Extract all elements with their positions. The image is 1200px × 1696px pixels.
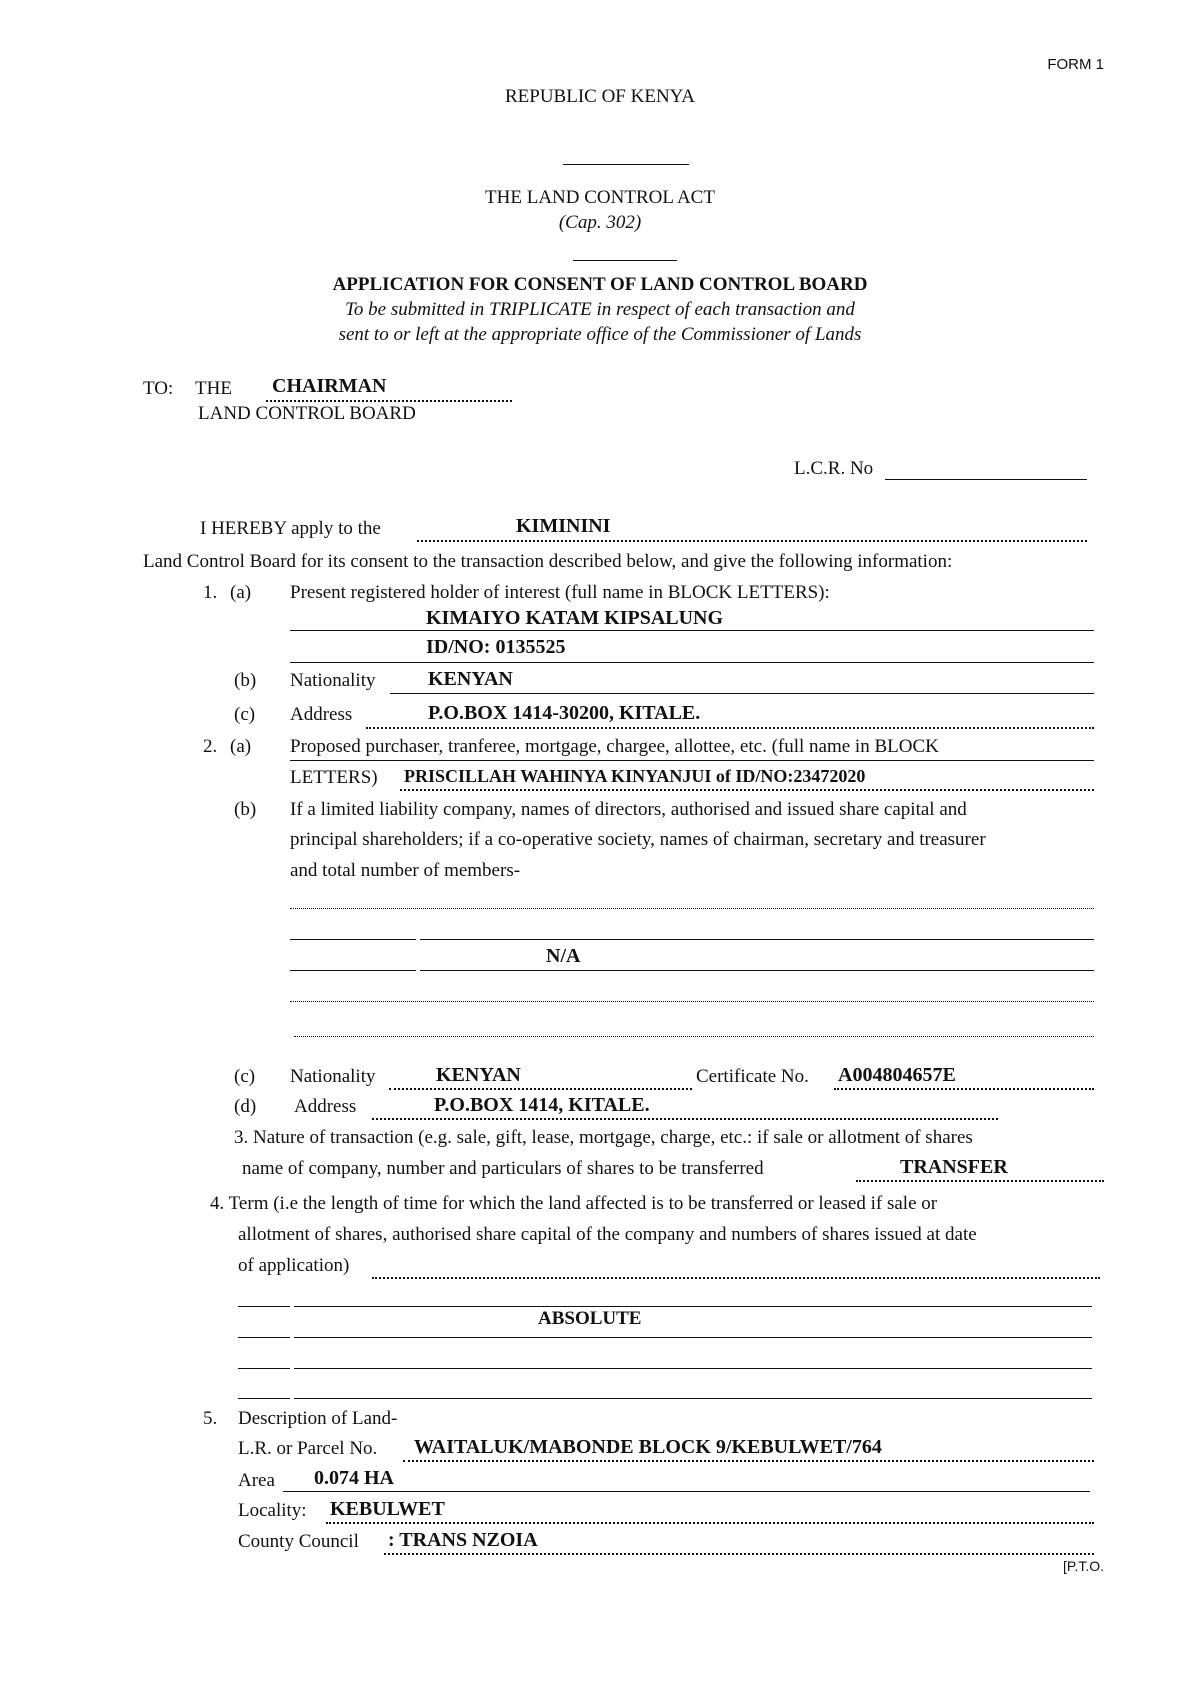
- form-number: FORM 1: [1047, 56, 1104, 73]
- q2a-text-2: LETTERS): [290, 767, 378, 788]
- q2b-marker: (b): [234, 799, 257, 820]
- to-label: TO:: [143, 378, 174, 399]
- board-name-value: KIMININI: [516, 515, 611, 537]
- q3-text-2: name of company, number and particulars of shares to be transferred: [242, 1158, 764, 1179]
- act-heading: THE LAND CONTROL ACT: [485, 187, 715, 208]
- transaction-value: TRANSFER: [900, 1156, 1008, 1178]
- cap-heading: (Cap. 302): [558, 212, 642, 233]
- purchaser-nationality-label: Nationality: [290, 1066, 376, 1087]
- fill-line: [384, 1553, 1094, 1555]
- fill-line: [290, 970, 416, 971]
- lr-label: L.R. or Parcel No.: [238, 1438, 378, 1459]
- q2b-text-1: If a limited liability company, names of directors, authorised and issued share capital and: [290, 799, 967, 820]
- lr-value: WAITALUK/MABONDE BLOCK 9/KEBULWET/764: [414, 1436, 882, 1458]
- purchaser-nationality-value: KENYAN: [436, 1064, 521, 1086]
- apply-line-2: Land Control Board for its consent to the transaction described below, and give the following information:: [143, 551, 953, 572]
- q2c-marker: (c): [234, 1066, 256, 1087]
- fill-line: [856, 1180, 1104, 1182]
- fill-line: [290, 908, 1094, 909]
- pto-note: [P.T.O.: [1063, 1558, 1104, 1574]
- q2d-marker: (d): [234, 1096, 257, 1117]
- q2a-marker: (a): [230, 736, 252, 757]
- q4-text-1: 4. Term (i.e the length of time for which the land affected is to be transferred or leased if sale or: [210, 1193, 938, 1214]
- company-details-value: N/A: [546, 945, 581, 967]
- fill-line: [372, 1277, 1100, 1279]
- fill-line: [389, 1088, 692, 1090]
- q1-number: 1.: [203, 582, 218, 603]
- q1a-text: Present registered holder of interest (full name in BLOCK LETTERS):: [290, 582, 830, 603]
- fill-line: [266, 400, 512, 402]
- q2a-text-1: Proposed purchaser, tranferee, mortgage, chargee, allottee, etc. (full name in BLOCK: [290, 736, 939, 757]
- fill-line: [283, 1491, 1090, 1492]
- holder-nationality-value: KENYAN: [428, 668, 513, 690]
- fill-line: [420, 970, 1094, 971]
- fill-line: [400, 789, 1094, 791]
- certificate-label: Certificate No.: [696, 1066, 809, 1087]
- q2b-text-3: and total number of members-: [290, 860, 521, 881]
- term-value: ABSOLUTE: [538, 1308, 642, 1329]
- fill-line: [366, 727, 1094, 729]
- fill-line: [420, 939, 1094, 940]
- fill-line: [238, 1368, 290, 1369]
- area-label: Area: [238, 1470, 275, 1491]
- q1a-marker: (a): [230, 582, 252, 603]
- instructions-line-1: To be submitted in TRIPLICATE in respect of each transaction and: [345, 299, 855, 320]
- q5-title: Description of Land-: [238, 1408, 398, 1429]
- locality-value: KEBULWET: [330, 1498, 445, 1520]
- republic-heading: REPUBLIC OF KENYA: [504, 86, 696, 107]
- nationality-label: Nationality: [290, 670, 376, 691]
- q4-text-3: of application): [238, 1255, 350, 1276]
- the-label: THE: [195, 378, 232, 399]
- purchaser-address-value: P.O.BOX 1414, KITALE.: [434, 1094, 650, 1116]
- purchaser-value: PRISCILLAH WAHINYA KINYANJUI of ID/NO:23472020: [404, 766, 866, 786]
- holder-address-value: P.O.BOX 1414-30200, KITALE.: [428, 702, 701, 724]
- q2-number: 2.: [203, 736, 218, 757]
- fill-line: [294, 1337, 1092, 1338]
- council-label: County Council: [238, 1531, 359, 1552]
- area-value: 0.074 HA: [314, 1467, 394, 1489]
- fill-line: [417, 540, 1087, 542]
- fill-line: [326, 1522, 1094, 1524]
- fill-line: [390, 693, 1094, 694]
- council-value: : TRANS NZOIA: [388, 1529, 538, 1551]
- q1c-marker: (c): [234, 704, 256, 725]
- apply-lead: I HEREBY apply to the: [200, 518, 381, 539]
- lcr-field[interactable]: [885, 479, 1087, 480]
- divider: [573, 260, 677, 261]
- fill-line: [290, 630, 1094, 631]
- locality-label: Locality:: [238, 1500, 307, 1521]
- lcr-label: L.C.R. No: [794, 458, 874, 479]
- q4-text-2: allotment of shares, authorised share capital of the company and numbers of shares issued at date: [238, 1224, 977, 1245]
- fill-line: [290, 1001, 1094, 1002]
- q3-text-1: 3. Nature of transaction (e.g. sale, gift, lease, mortgage, charge, etc.: if sale or allotment of shares: [234, 1127, 973, 1148]
- q1b-marker: (b): [234, 670, 257, 691]
- certificate-value: A004804657E: [838, 1064, 956, 1086]
- holder-id-value: ID/NO: 0135525: [426, 636, 566, 658]
- fill-line: [238, 1306, 290, 1307]
- fill-line: [294, 1036, 1094, 1037]
- fill-line: [238, 1398, 290, 1399]
- fill-line: [403, 1460, 1094, 1462]
- purchaser-address-label: Address: [294, 1096, 357, 1117]
- fill-line: [290, 939, 416, 940]
- q2b-text-2: principal shareholders; if a co-operative society, names of chairman, secretary and treasurer: [290, 829, 986, 850]
- holder-name-value: KIMAIYO KATAM KIPSALUNG: [426, 607, 724, 629]
- form-title: APPLICATION FOR CONSENT OF LAND CONTROL BOARD: [332, 274, 868, 295]
- fill-line: [290, 760, 1094, 761]
- fill-line: [834, 1088, 1094, 1090]
- fill-line: [294, 1306, 1092, 1307]
- fill-line: [372, 1118, 998, 1120]
- instructions-line-2: sent to or left at the appropriate office of the Commissioner of Lands: [338, 324, 862, 345]
- address-label: Address: [290, 704, 353, 725]
- fill-line: [294, 1398, 1092, 1399]
- addressee-value: CHAIRMAN: [272, 375, 387, 397]
- q5-number: 5.: [203, 1408, 218, 1429]
- fill-line: [238, 1337, 290, 1338]
- fill-line: [294, 1368, 1092, 1369]
- divider: [563, 164, 689, 165]
- fill-line: [290, 662, 1094, 663]
- board-label: LAND CONTROL BOARD: [198, 403, 416, 424]
